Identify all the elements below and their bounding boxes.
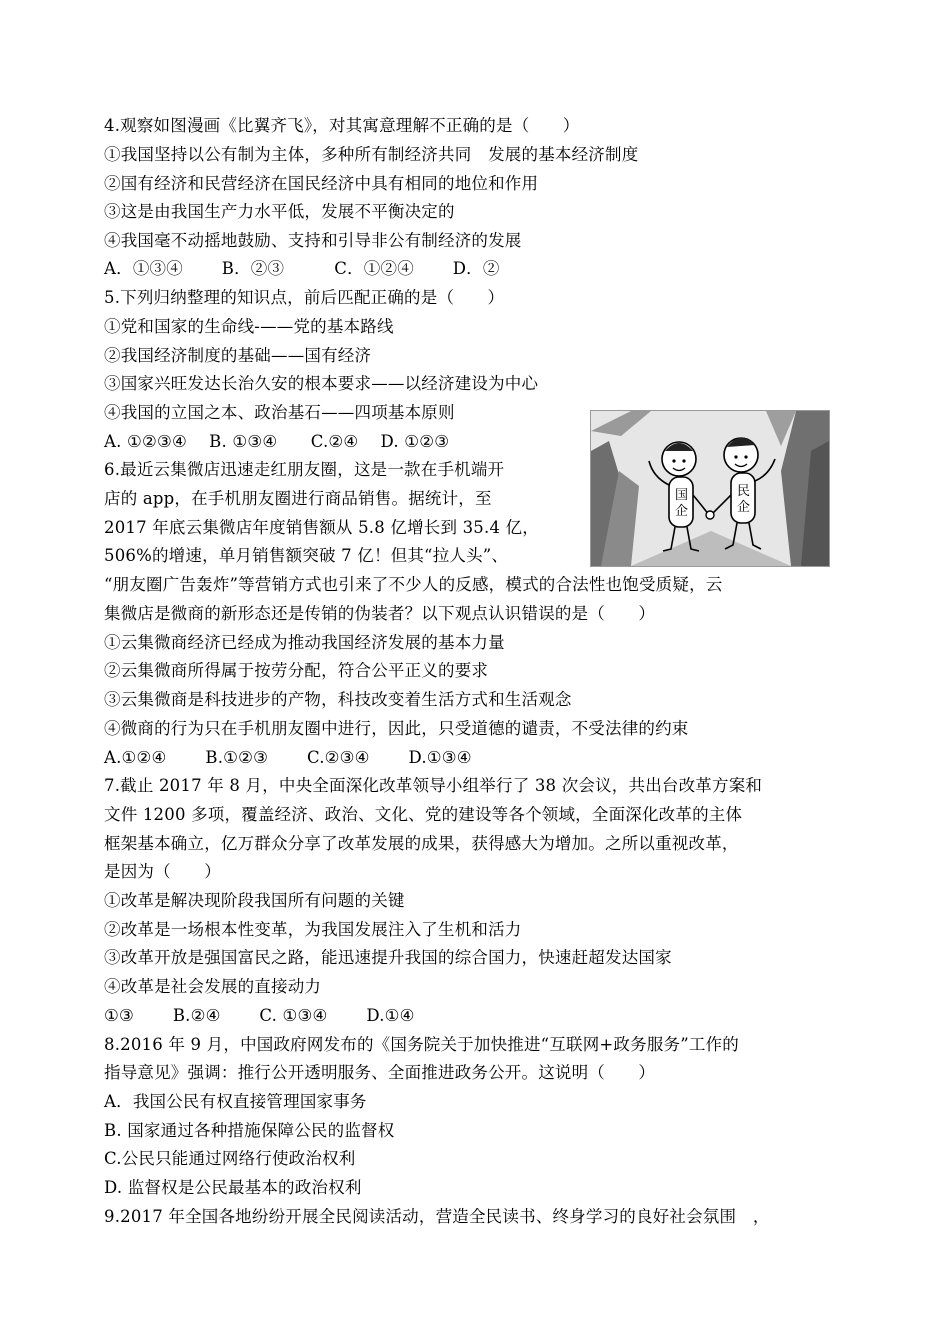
q8-option-a: A．我国公民有权直接管理国家事务 [104, 1092, 367, 1111]
label-left-1: 国 [675, 488, 689, 503]
q6-stem-line-3: 2017 年底云集微店年度销售额从 5.8 亿增长到 35.4 亿， [104, 518, 539, 537]
q4-statement-4: ④我国毫不动摇地鼓励、支持和引导非公有制经济的发展 [104, 231, 522, 250]
q6-options: A.①②④ B.①②③ C.②③④ D.①③④ [104, 748, 472, 767]
q6-statement-3: ③云集微商是科技进步的产物，科技改变着生活方式和生活观念 [104, 690, 572, 709]
q6-stem-line-5: “朋友圈广告轰炸”等营销方式也引来了不少人的反感，模式的合法性也饱受质疑，云 [104, 575, 723, 594]
q4-statement-2: ②国有经济和民营经济在国民经济中具有相同的地位和作用 [104, 174, 539, 193]
q8-stem-line-2: 指导意见》强调：推行公开透明服务、全面推进政务公开。这说明（ ） [104, 1063, 656, 1082]
joined-hands [706, 511, 714, 519]
cartoon-drawing [591, 411, 829, 566]
q5-statement-3: ③国家兴旺发达长治久安的根本要求——以经济建设为中心 [104, 374, 539, 393]
q5-stem: 5.下列归纳整理的知识点，前后匹配正确的是（ ） [104, 288, 505, 307]
q8-option-c: C.公民只能通过网络行使政治权利 [104, 1149, 356, 1168]
q7-statement-3: ③改革开放是强国富民之路，能迅速提升我国的综合国力，快速赶超发达国家 [104, 948, 672, 967]
q4-options: A．①③④ B．②③ C．①②④ D．② [104, 259, 500, 278]
q6-stem-line-1: 6.最近云集微店迅速走红朋友圈，这是一款在手机端开 [104, 460, 505, 479]
q5-options: A. ①②③④ B. ①③④ C.②④ D. ①②③ [104, 432, 450, 451]
q6-statement-2: ②云集微商所得属于按劳分配，符合公平正义的要求 [104, 661, 489, 680]
label-left-2: 企 [675, 504, 689, 519]
q6-stem-line-4: 506%的增速，单月销售额突破 7 亿！但其“拉人头”、 [104, 546, 509, 565]
q9-stem-line-1: 9.2017 年全国各地纷纷开展全民阅读活动，营造全民读书、终身学习的良好社会氛围 ， [104, 1207, 770, 1226]
q4-statement-3: ③这是由我国生产力水平低，发展不平衡决定的 [104, 202, 455, 221]
q6-stem-line-2: 店的 app，在手机朋友圈进行商品销售。据统计，至 [104, 489, 492, 508]
q8-stem-line-1: 8.2016 年 9 月，中国政府网发布的《国务院关于加快推进“互联网+政务服务”工作的 [104, 1035, 739, 1054]
q7-stem-line-3: 框架基本确立，亿万群众分享了改革发展的成果，获得感大为增加。之所以重视改革， [104, 834, 739, 853]
q8-option-b: B. 国家通过各种措施保障公民的监督权 [104, 1121, 395, 1140]
q5-statement-2: ②我国经济制度的基础——国有经济 [104, 346, 372, 365]
q8-option-d: D. 监督权是公民最基本的政治权利 [104, 1178, 362, 1197]
q5-statement-4: ④我国的立国之本、政治基石——四项基本原则 [104, 403, 455, 422]
q7-statement-4: ④改革是社会发展的直接动力 [104, 977, 322, 996]
label-right-1: 民 [737, 484, 751, 499]
q7-statement-1: ①改革是解决现阶段我国所有问题的关键 [104, 891, 405, 910]
cartoon-illustration [590, 410, 830, 567]
label-right-2: 企 [737, 500, 751, 515]
q6-statement-1: ①云集微商经济已经成为推动我国经济发展的基本力量 [104, 633, 505, 652]
q6-stem-line-6: 集微店是微商的新形态还是传销的伪装者？以下观点认识错误的是（ ） [104, 604, 656, 623]
q4-stem: 4.观察如图漫画《比翼齐飞》，对其寓意理解不正确的是（ ） [104, 116, 580, 135]
q4-statement-1: ①我国坚持以公有制为主体，多种所有制经济共同 发展的基本经济制度 [104, 145, 639, 164]
q7-stem-line-1: 7.截止 2017 年 8 月，中央全面深化改革领导小组举行了 38 次会议，共出台改革方案和 [104, 776, 763, 795]
q7-options: ①③ B.②④ C. ①③④ D.①④ [104, 1006, 415, 1025]
q7-statement-2: ②改革是一场根本性变革，为我国发展注入了生机和活力 [104, 920, 522, 939]
q7-stem-line-2: 文件 1200 多项，覆盖经济、政治、文化、党的建设等各个领域，全面深化改革的主体 [104, 805, 743, 824]
q5-statement-1: ①党和国家的生命线-——党的基本路线 [104, 317, 394, 336]
q6-statement-4: ④微商的行为只在手机朋友圈中进行，因此，只受道德的谴责，不受法律的约束 [104, 719, 689, 738]
q7-stem-line-4: 是因为（ ） [104, 862, 221, 881]
